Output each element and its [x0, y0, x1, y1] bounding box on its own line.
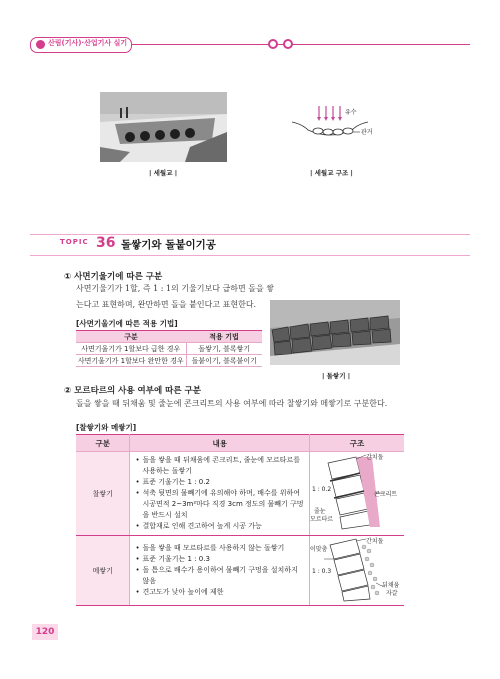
header-bullet-icon [36, 40, 45, 49]
wet-masonry-diagram [310, 453, 404, 533]
list-item: • 석축 뒷면의 물빼기에 유의해야 하며, 배수를 위하여 시공면적 2~3m²마다 직경 3cm 정도의 물빼기 구멍을 반드시 설치 [142, 488, 305, 521]
list-item: • 결합재로 인해 견고하여 높게 시공 가능 [142, 521, 305, 532]
section1-line2: 는다고 표현하며, 완만하면 돌을 붙인다고 표현한다. [76, 300, 257, 309]
table-header-row [76, 331, 262, 343]
ford-bridge-photo [100, 92, 227, 162]
list-item: • 견고도가 낮아 높이에 제한 [142, 587, 305, 598]
table-row [76, 343, 262, 355]
page-number: 120 [32, 624, 58, 640]
header-ring-icon [268, 39, 278, 49]
table-cell: 돌붙이기, 블록붙이기 [186, 355, 262, 367]
table-header-cell: 내용 [130, 435, 310, 452]
photo1-caption: | 세월교 | [149, 169, 178, 177]
label-top: 간치돌 [366, 537, 384, 545]
section1-line1: 사면기울기가 1할, 즉 1 : 1의 기울기보다 급하면 돌을 쌓 [76, 284, 274, 293]
table-header-cell: 구조 [310, 435, 405, 452]
label-mortar: 모르타르 [310, 515, 334, 523]
structure-cell [310, 536, 405, 606]
list-item: • 돌 틈으로 배수가 용이하여 물빼기 구멍을 설치하지 않음 [142, 565, 305, 587]
header-title: 산림(기사)·산업기사 실기 [48, 39, 128, 47]
content-list [134, 455, 305, 532]
table-header-cell: 구분 [76, 435, 130, 452]
label-top: 간치돌 [366, 453, 384, 461]
content-cell [130, 452, 310, 536]
water-label: 유수 [345, 109, 357, 116]
section1-paragraph [76, 281, 276, 313]
table-row [76, 355, 262, 367]
topic-number: 36 [96, 235, 116, 251]
table2-title: [찰쌓기와 메쌓기] [76, 423, 137, 432]
table1-title: [사면기울기에 따른 적용 기법] [76, 319, 178, 328]
topic-tag: TOPIC [60, 238, 89, 246]
content-cell [130, 536, 310, 606]
section2-paragraph: 돌을 쌓을 때 뒤채움 및 줄눈에 콘크리트의 사용 여부에 따라 찰쌓기와 메쌓기로 구분한다. [76, 399, 388, 408]
table-header-row [76, 435, 404, 452]
table-header-cell: 적용 기법 [186, 331, 262, 343]
label-joint: 줄눈 [314, 507, 326, 515]
slope-table [76, 330, 262, 367]
label-concrete: 콘크리트 [374, 490, 398, 498]
diagram1-caption: | 세월교 구조 | [310, 169, 353, 177]
section2-heading: ② 모르타르의 사용 여부에 따른 구분 [64, 386, 201, 396]
topic-title: 돌쌓기와 돌붙이기공 [121, 239, 216, 251]
header-ring-icon [283, 39, 293, 49]
stone-wall-photo [270, 300, 400, 365]
list-item: • 표준 기울기는 1 : 0.3 [142, 554, 305, 565]
label-ratio: 1 : 0.3 [312, 567, 332, 575]
photo2-caption: | 돌쌓기 | [322, 372, 351, 380]
list-item: • 돌을 쌓을 때 뒤채움에 콘크리트, 줄눈에 모르타르를 사용하는 돌쌓기 [142, 455, 305, 477]
table-cell: 사면기울기가 1할보다 급한 경우 [76, 343, 186, 355]
label-backfill: 뒤채움 [382, 581, 400, 589]
table-row [76, 536, 404, 606]
label-gravel: 자갈 [386, 589, 398, 597]
content-list [134, 543, 305, 598]
kind-cell: 찰쌓기 [76, 452, 130, 536]
kind-cell: 메쌓기 [76, 536, 130, 606]
pipe-label: 관거 [361, 129, 373, 136]
table-cell: 사면기울기가 1할보다 완만한 경우 [76, 355, 186, 367]
structure-cell [310, 452, 405, 536]
ford-structure-diagram [290, 104, 380, 144]
table-cell: 돌쌓기, 블록쌓기 [186, 343, 262, 355]
section1-heading: ① 사면기울기에 따른 구분 [64, 272, 163, 282]
table-header-cell: 구분 [76, 331, 186, 343]
masonry-table [76, 434, 404, 606]
label-fit: 이맞춤 [310, 545, 328, 553]
list-item: • 표준 기울기는 1 : 0.2 [142, 477, 305, 488]
table-row [76, 452, 404, 536]
list-item: • 돌을 쌓을 때 모르타르를 사용하지 않는 돌쌓기 [142, 543, 305, 554]
label-ratio: 1 : 0.2 [312, 485, 332, 493]
dry-masonry-diagram [310, 537, 404, 603]
